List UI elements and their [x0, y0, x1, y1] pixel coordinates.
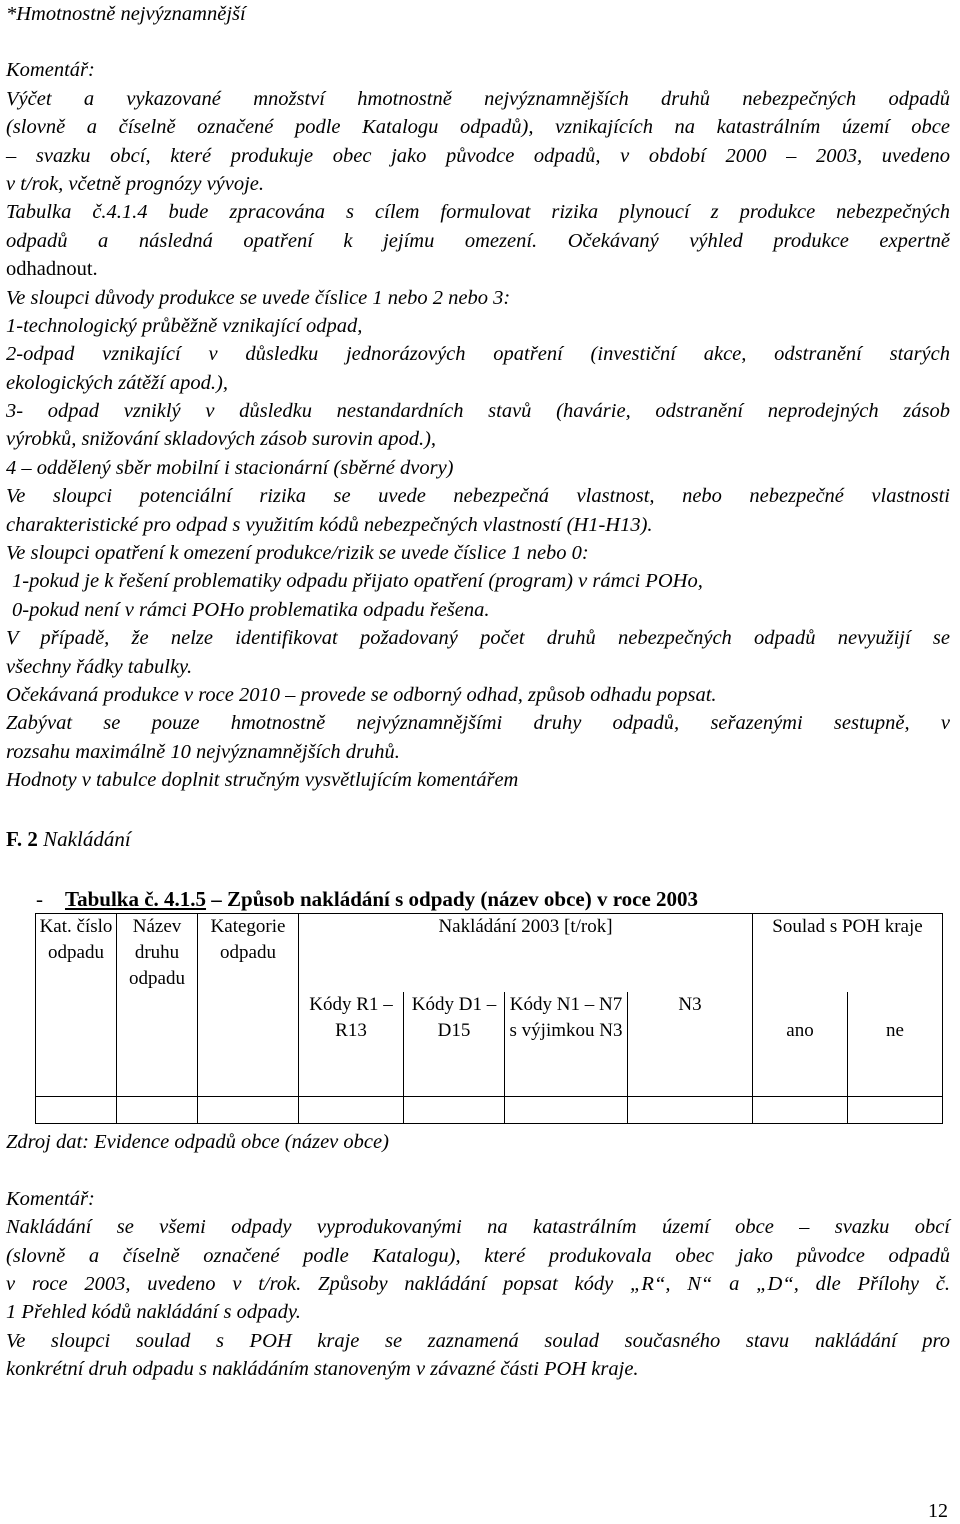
text-line: Ve sloupci opatření k omezení produkce/rizik se uvede číslice 1 nebo 0:: [6, 542, 589, 565]
text-line: Tabulka č.4.1.4 bude zpracována s cílem formulovat rizika plynoucí z produkce nebezpečných: [6, 201, 950, 224]
header-disposal-2003: Nakládání 2003 [t/rok]: [299, 914, 753, 993]
text-line: V případě, že nelze identifikovat požadovaný počet druhů nebezpečných odpadů nevyužijí se: [6, 627, 950, 650]
section-heading: F. 2 Nakládání: [6, 826, 131, 851]
text-line: Ve sloupci potenciální rizika se uvede nebezpečná vlastnost, nebo nebezpečné vlastnosti: [6, 485, 950, 508]
text-line: (slovně a číselně označené podle Katalogu), které produkovala obec jako původce odpadů: [6, 1244, 950, 1267]
header-n3: N3: [628, 992, 753, 1097]
text-line: Ve sloupci soulad s POH kraje se zaznamená soulad současného stavu nakládání pro: [6, 1329, 950, 1352]
table-caption: - Tabulka č. 4.1.5 – Způsob nakládání s odpady (název obce) v roce 2003: [36, 886, 699, 911]
document-page: [6, 0, 950, 1383]
text-line: 1 Přehled kódů nakládání s odpady.: [6, 1301, 301, 1324]
table-row: [36, 1097, 943, 1124]
text-line: (slovně a číselně označené podle Katalogu odpadů), vznikajících na katastrálním území obce: [6, 116, 950, 139]
text-line: Očekávaná produkce v roce 2010 – provede se odborný odhad, způsob odhadu popsat.: [6, 683, 717, 706]
comment-block-2: [6, 1185, 950, 1384]
comment-label: Komentář:: [6, 1187, 95, 1210]
header-cat-number: Kat. číslo odpadu: [36, 914, 117, 1097]
text-line: Hodnoty v tabulce doplnit stručným vysvětlujícím komentářem: [6, 769, 519, 792]
text-line: odhadnout.: [6, 258, 98, 281]
text-line: v roce 2003, uvedeno v t/rok. Způsoby nakládání popsat kódy „R“, N“ a „D“, dle Přílohy č.: [6, 1272, 950, 1295]
text-line: 0-pokud není v rámci POHo problematika odpadu řešena.: [12, 598, 490, 621]
header-category: Kategorie odpadu: [198, 914, 299, 1097]
text-line: Ve sloupci důvody produkce se uvede číslice 1 nebo 2 nebo 3:: [6, 286, 511, 309]
header-waste-name: Název druhu odpadu: [117, 914, 198, 1097]
text-line: Zabývat se pouze hmotnostně nejvýznamnějšími druhy odpadů, seřazenými sestupně, v: [6, 712, 950, 735]
text-line: výrobků, snižování skladových zásob surovin apod.),: [6, 428, 437, 451]
header-codes-d: Kódy D1 – D15: [404, 992, 505, 1097]
data-source: Zdroj dat: Evidence odpadů obce (název obce): [6, 1131, 389, 1154]
header-codes-r: Kódy R1 – R13: [299, 992, 404, 1097]
text-line: 3- odpad vzniklý v důsledku nestandardních stavů (havárie, odstranění neprodejných zásob: [6, 400, 950, 423]
text-line: konkrétní druh odpadu s nakládáním stanoveným v závazné části POH kraje.: [6, 1358, 639, 1381]
text-line: ekologických zátěží apod.),: [6, 371, 229, 394]
text-line: 4 – oddělený sběr mobilní i stacionární (sběrné dvory): [6, 456, 454, 479]
text-line: Výčet a vykazované množství hmotnostně nejvýznamnějších druhů nebezpečných odpadů: [6, 87, 950, 110]
footnote-previous: *Hmotnostně nejvýznamnější: [6, 3, 246, 25]
text-line: v t/rok, včetně prognózy vývoje.: [6, 172, 265, 195]
page-number: 12: [928, 1500, 948, 1522]
text-line: 1-pokud je k řešení problematiky odpadu přijato opatření (program) v rámci POHo,: [12, 570, 703, 593]
text-line: rozsahu maximálně 10 nejvýznamnějších druhů.: [6, 740, 400, 763]
text-line: Nakládání se všemi odpady vyprodukovanými na katastrálním území obce – svazku obcí: [6, 1216, 950, 1239]
text-line: 1-technologický průběžně vznikající odpad,: [6, 314, 363, 337]
text-line: všechny řádky tabulky.: [6, 655, 193, 678]
text-line: charakteristické pro odpad s využitím kódů nebezpečných vlastností (H1-H13).: [6, 513, 653, 536]
comment-label: Komentář:: [6, 59, 95, 82]
text-line: odpadů a následná opatření k jejímu omezení. Očekávaný výhled produkce expertně: [6, 229, 950, 252]
text-line: 2-odpad vznikající v důsledku jednorázových opatření (investiční akce, odstranění starých: [6, 343, 950, 366]
header-yes: ano: [753, 992, 848, 1097]
comment-block-1: [6, 56, 950, 794]
disposal-table: [35, 913, 943, 1124]
text-line: – svazku obcí, které produkuje obec jako původce odpadů, v období 2000 – 2003, uvedeno: [6, 144, 950, 167]
header-no: ne: [848, 992, 943, 1097]
header-codes-n: Kódy N1 – N7 s výjimkou N3: [505, 992, 628, 1097]
header-poh-compliance: Soulad s POH kraje: [753, 914, 943, 993]
